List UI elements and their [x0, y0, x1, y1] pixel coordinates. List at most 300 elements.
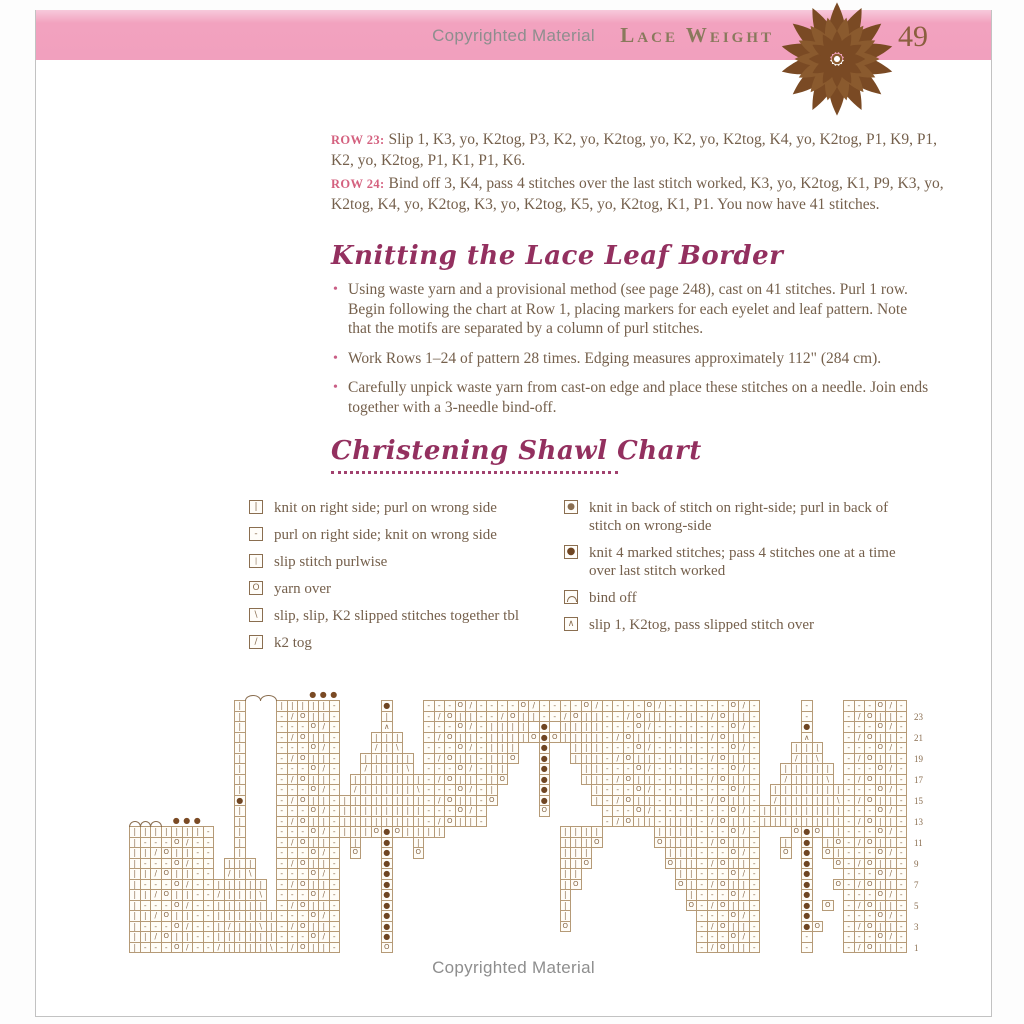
chart-cell: O: [875, 868, 887, 880]
chart-cell: |: [150, 826, 162, 838]
chart-cell: |: [129, 868, 141, 880]
bullet-item: • Carefully unpick waste yarn from cast-on edge and place these stitches on a needle. Join ends together with a 3-needle bind-off.: [333, 379, 929, 416]
legend-item-text: knit in back of stitch on right-side; purl in back of stitch on wrong-side: [589, 500, 889, 534]
chart-cell: ●: [381, 847, 393, 859]
chart-cell: /: [738, 784, 750, 796]
chart-cell: |: [738, 732, 750, 744]
chart-cell: ●: [234, 795, 246, 807]
row-number-label: ROW 24:: [331, 177, 385, 191]
chart-cell: /: [738, 931, 750, 943]
chart-cell: ∧: [381, 721, 393, 733]
chart-cell: |: [581, 826, 593, 838]
chart-cell: ●: [381, 900, 393, 912]
chart-cell: -: [161, 858, 173, 870]
chart-cell: |: [644, 753, 656, 765]
chart-cell: -: [707, 868, 719, 880]
chart-cell: O: [161, 847, 173, 859]
chart-cell: -: [843, 763, 855, 775]
chart-row-number: 21: [914, 732, 923, 743]
chart-cell: -: [423, 784, 435, 796]
chart-cell: -: [287, 742, 299, 754]
chart-cell: |: [885, 753, 897, 765]
chart-cell: O: [875, 826, 887, 838]
chart-cell: |: [129, 921, 141, 933]
chart-cell: |: [455, 795, 467, 807]
chart-cell: |: [581, 753, 593, 765]
chart-cell: |: [791, 742, 803, 754]
chart-cell: -: [686, 805, 698, 817]
chart-cell: |: [381, 784, 393, 796]
chart-cell: -: [434, 721, 446, 733]
chart-cell: |: [434, 826, 446, 838]
chart-cell: -: [329, 711, 341, 723]
chart-cell: /: [885, 847, 897, 859]
chart-cell: \: [245, 868, 257, 880]
chart-cell: -: [276, 795, 288, 807]
chart-cell: |: [129, 942, 141, 954]
legend-item-text: yarn over: [274, 581, 332, 597]
chart-cell: O: [875, 700, 887, 712]
chart-cell: /: [738, 868, 750, 880]
chart-cell: |: [486, 774, 498, 786]
chart-cell: -: [707, 763, 719, 775]
chart-cell: O: [455, 784, 467, 796]
chart-cell: -: [423, 732, 435, 744]
chart-cell: -: [675, 711, 687, 723]
chart-cell: -: [717, 763, 729, 775]
chart-cell: -: [854, 868, 866, 880]
chart-cell: -: [476, 711, 488, 723]
chart-row-number: 5: [914, 900, 919, 911]
chart-cell: -: [696, 858, 708, 870]
chart-cell: \: [402, 763, 414, 775]
chart-cell: |: [381, 763, 393, 775]
chart-cell: |: [833, 805, 845, 817]
chart-cell: -: [854, 721, 866, 733]
chart-cell: O: [444, 774, 456, 786]
chart-cell: |: [350, 774, 362, 786]
chart-cell: /: [182, 900, 194, 912]
chart-cell: -: [161, 900, 173, 912]
chart-cell: O: [308, 868, 320, 880]
chart-cell: -: [602, 721, 614, 733]
chart-cell: -: [276, 910, 288, 922]
chart-cell: -: [707, 826, 719, 838]
chart-cell: -: [329, 816, 341, 828]
chart-cell: |: [129, 900, 141, 912]
chart-cell: |: [591, 774, 603, 786]
chart-cell: |: [318, 858, 330, 870]
chart-cell: |: [318, 774, 330, 786]
chart-cell: O: [728, 805, 740, 817]
chart-cell: -: [675, 742, 687, 754]
chart-cell: -: [843, 900, 855, 912]
chart-cell: ●: [801, 847, 813, 859]
chart-cell: /: [287, 942, 299, 954]
chart-cell: -: [864, 868, 876, 880]
chart-cell: O: [654, 837, 666, 849]
chart-cell: -: [854, 700, 866, 712]
chart-cell: -: [612, 721, 624, 733]
chart-cell: /: [644, 721, 656, 733]
chart-cell: O: [864, 921, 876, 933]
chart-cell: |: [686, 868, 698, 880]
chart-cell: |: [266, 910, 278, 922]
chart-cell: -: [444, 784, 456, 796]
chart-cell: -: [749, 700, 761, 712]
chart-cell: O: [875, 805, 887, 817]
chart-cell: |: [728, 753, 740, 765]
chart-cell: |: [801, 763, 813, 775]
chart-cell: -: [864, 826, 876, 838]
stitch-symbol-icon: /: [249, 635, 263, 649]
chart-cell: -: [896, 784, 908, 796]
chart-cell: |: [266, 921, 278, 933]
chart-cell: O: [161, 910, 173, 922]
chart-cell: -: [612, 711, 624, 723]
chart-cell: \: [812, 753, 824, 765]
chart-cell: |: [780, 795, 792, 807]
chart-cell: |: [738, 816, 750, 828]
chart-cell: -: [623, 700, 635, 712]
chart-cell: |: [728, 732, 740, 744]
chart-cell: /: [318, 805, 330, 817]
chart-cell: -: [686, 742, 698, 754]
chart-cell: O: [864, 858, 876, 870]
chart-cell: O: [822, 900, 834, 912]
chart-cell: |: [402, 795, 414, 807]
chart-cell: |: [213, 879, 225, 891]
chart-cell: |: [686, 711, 698, 723]
chart-cell: -: [434, 805, 446, 817]
chart-cell: |: [780, 837, 792, 849]
chart-cell: -: [602, 711, 614, 723]
chart-cell: |: [875, 900, 887, 912]
bind-off-arc-icon: [245, 695, 262, 701]
chart-cell: |: [833, 816, 845, 828]
chart-cell: -: [476, 732, 488, 744]
chart-cell: ●: [381, 837, 393, 849]
chart-cell: -: [192, 847, 204, 859]
chart-cell: -: [423, 763, 435, 775]
header-copyright-text: Copyrighted Material: [432, 26, 595, 45]
chart-cell: |: [308, 711, 320, 723]
chart-cell: |: [129, 858, 141, 870]
chart-cell: O: [728, 763, 740, 775]
chart-cell: |: [486, 742, 498, 754]
chart-cell: \: [392, 742, 404, 754]
chart-cell: /: [738, 742, 750, 754]
chart-cell: |: [234, 816, 246, 828]
stitch-symbol-icon: |: [249, 500, 263, 514]
chart-cell: |: [413, 805, 425, 817]
chart-cell: |: [591, 742, 603, 754]
chart-cell: /: [434, 774, 446, 786]
chart-cell: |: [560, 868, 572, 880]
chart-cell: -: [549, 711, 561, 723]
chart-cell: /: [854, 774, 866, 786]
chart-cell: -: [602, 742, 614, 754]
stitch-symbol-icon: \: [249, 608, 263, 622]
chart-cell: |: [339, 805, 351, 817]
chart-cell: -: [686, 763, 698, 775]
chart-cell: |: [360, 784, 372, 796]
chart-cell: O: [728, 931, 740, 943]
chart-cell: -: [696, 900, 708, 912]
chart-cell: ●: [381, 858, 393, 870]
chart-cell: -: [140, 837, 152, 849]
chart-cell: |: [560, 721, 572, 733]
chart-cell: /: [287, 774, 299, 786]
chart-cell: |: [224, 931, 236, 943]
chart-cell: -: [896, 837, 908, 849]
chart-cell: |: [581, 774, 593, 786]
chart-cell: /: [318, 742, 330, 754]
chart-cell: -: [444, 700, 456, 712]
chart-cell: O: [308, 931, 320, 943]
chart-cell: O: [297, 795, 309, 807]
chart-cell: -: [434, 700, 446, 712]
chart-cell: |: [465, 795, 477, 807]
chart-cell: -: [864, 847, 876, 859]
chart-cell: -: [896, 826, 908, 838]
chart-row-number: 13: [914, 816, 923, 827]
chart-cell: |: [675, 858, 687, 870]
chart-cell: -: [843, 774, 855, 786]
chart-cell: -: [329, 837, 341, 849]
chart-cell: |: [791, 763, 803, 775]
chart-cell: O: [833, 879, 845, 891]
chart-cell: |: [350, 837, 362, 849]
chart-cell: O: [864, 942, 876, 954]
chart-cell: |: [339, 795, 351, 807]
chart-cell: -: [696, 711, 708, 723]
chart-cell: -: [297, 784, 309, 796]
chart-cell: |: [738, 753, 750, 765]
chart-cell: -: [276, 774, 288, 786]
chart-cell: -: [276, 879, 288, 891]
chart-cell: |: [381, 816, 393, 828]
chart-cell: O: [371, 826, 383, 838]
pattern-row: ROW 23: Slip 1, K3, yo, K2tog, P3, K2, yo, K2tog, yo, K2, yo, K2tog, K4, yo, K2tog, P1, K9, P1, K2, yo, K2tog, P1, K1, P1, K6.: [331, 131, 938, 169]
chart-cell: |: [791, 805, 803, 817]
chart-cell: /: [287, 732, 299, 744]
chart-cell: O: [633, 742, 645, 754]
chart-cell: /: [528, 700, 540, 712]
chart-cell: |: [455, 753, 467, 765]
chart-cell: -: [749, 742, 761, 754]
chart-cell: /: [318, 826, 330, 838]
chart-cell: -: [864, 931, 876, 943]
chart-cell: -: [717, 805, 729, 817]
chart-cell: -: [192, 837, 204, 849]
chart-cell: -: [329, 942, 341, 954]
chart-cell: -: [896, 753, 908, 765]
chart-cell: |: [224, 910, 236, 922]
chart-cell: |: [633, 753, 645, 765]
legend-item-text: slip 1, K2tog, pass slipped stitch over: [589, 617, 814, 633]
bullet-dot-icon: •: [333, 350, 338, 366]
chart-cell: -: [864, 742, 876, 754]
chart-cell: |: [402, 805, 414, 817]
chart-cell: \: [266, 942, 278, 954]
chart-cell: |: [245, 921, 257, 933]
legend-item: [249, 634, 554, 652]
chart-cell: |: [192, 826, 204, 838]
chart-cell: |: [875, 774, 887, 786]
chart-cell: |: [560, 900, 572, 912]
chart-cell: -: [192, 900, 204, 912]
chart-cell: /: [644, 742, 656, 754]
chart-cell: -: [675, 700, 687, 712]
chart-row-number: 17: [914, 774, 923, 785]
chart-cell: O: [570, 711, 582, 723]
chart-cell: /: [612, 732, 624, 744]
chart-cell: O: [297, 732, 309, 744]
chart-cell: -: [696, 795, 708, 807]
chart-cell: |: [308, 900, 320, 912]
chart-cell: -: [749, 763, 761, 775]
chart-cell: O: [875, 721, 887, 733]
chart-cell: |: [423, 826, 435, 838]
chart-cell: O: [728, 868, 740, 880]
chart-cell: /: [738, 805, 750, 817]
chart-cell: |: [234, 721, 246, 733]
chart-cell: O: [413, 847, 425, 859]
chart-cell: O: [171, 942, 183, 954]
chart-cell: -: [297, 868, 309, 880]
chart-cell: -: [654, 742, 666, 754]
chart-cell: /: [224, 921, 236, 933]
chart-cell: -: [843, 858, 855, 870]
chart-cell: |: [644, 774, 656, 786]
chart-cell: O: [864, 711, 876, 723]
chart-cell: |: [728, 711, 740, 723]
chart-cell: -: [801, 700, 813, 712]
chart-cell: /: [707, 711, 719, 723]
chart-cell: -: [864, 784, 876, 796]
chart-cell: -: [749, 900, 761, 912]
chart-cell: |: [182, 826, 194, 838]
stitch-symbol-icon: ∧: [564, 617, 578, 631]
chart-cell: /: [780, 774, 792, 786]
chart-cell: -: [297, 721, 309, 733]
chart-cell: |: [486, 732, 498, 744]
stitch-symbol-icon: O: [249, 581, 263, 595]
chart-cell: |: [234, 805, 246, 817]
chart-cell: -: [287, 889, 299, 901]
chart-cell: -: [696, 889, 708, 901]
chart-cell: |: [728, 795, 740, 807]
chart-cell: |: [518, 711, 530, 723]
stitch-symbol-icon: |: [249, 554, 263, 568]
chart-cell: -: [896, 774, 908, 786]
legend-right-column: [564, 499, 904, 643]
chart-cell: -: [276, 742, 288, 754]
chart-cell: O: [717, 753, 729, 765]
chart-cell: -: [423, 700, 435, 712]
chart-cell: O: [297, 879, 309, 891]
chart-cell: /: [612, 816, 624, 828]
chart-cell: O: [875, 847, 887, 859]
marked-stitch-dot-icon: ●: [183, 816, 191, 825]
chart-cell: |: [686, 889, 698, 901]
chart-cell: -: [329, 721, 341, 733]
footer-copyright-text: Copyrighted Material: [432, 958, 595, 977]
chart-row-number: 23: [914, 711, 923, 722]
chart-cell: /: [560, 711, 572, 723]
chart-cell: -: [854, 763, 866, 775]
chart-row-number: 19: [914, 753, 923, 764]
chart-cell: ●: [539, 774, 551, 786]
chart-cell: -: [203, 837, 215, 849]
chart-cell: |: [738, 795, 750, 807]
chart-cell: |: [140, 910, 152, 922]
chart-cell: O: [717, 816, 729, 828]
chart-cell: -: [696, 826, 708, 838]
chart-cell: |: [213, 910, 225, 922]
legend-item-text: slip stitch purlwise: [274, 554, 388, 570]
chart-cell: |: [140, 826, 152, 838]
chart-cell: |: [812, 742, 824, 754]
chart-cell: O: [455, 742, 467, 754]
chart-cell: O: [864, 900, 876, 912]
chart-cell: ∧: [801, 732, 813, 744]
chart-cell: -: [476, 774, 488, 786]
chart-cell: |: [875, 858, 887, 870]
chart-cell: |: [497, 721, 509, 733]
chart-cell: -: [717, 784, 729, 796]
chart-cell: -: [864, 910, 876, 922]
chart-cell: |: [591, 763, 603, 775]
chart-cell: /: [707, 921, 719, 933]
chart-cell: -: [423, 742, 435, 754]
chart-cell: -: [297, 931, 309, 943]
chart-cell: |: [665, 774, 677, 786]
chart-cell: |: [213, 921, 225, 933]
chart-cell: -: [602, 795, 614, 807]
chart-cell: |: [234, 847, 246, 859]
row-number-label: ROW 23:: [331, 133, 385, 147]
chart-cell: /: [738, 700, 750, 712]
chart-cell: -: [329, 742, 341, 754]
stitch-symbol-icon: ●: [564, 545, 578, 559]
chart-cell: O: [686, 900, 698, 912]
chart-cell: -: [749, 721, 761, 733]
chart-cell: -: [203, 868, 215, 880]
chart-cell: |: [591, 753, 603, 765]
chart-cell: |: [665, 753, 677, 765]
marked-stitch-dot-icon: ●: [193, 816, 201, 825]
chart-cell: -: [276, 889, 288, 901]
chart-cell: /: [465, 763, 477, 775]
chart-cell: |: [791, 774, 803, 786]
chart-cell: |: [413, 837, 425, 849]
chart-cell: |: [686, 816, 698, 828]
chart-cell: O: [717, 942, 729, 954]
chart-cell: /: [854, 753, 866, 765]
chart-cell: -: [476, 784, 488, 796]
chart-cell: -: [276, 858, 288, 870]
chart-cell: |: [308, 921, 320, 933]
chart-cell: |: [318, 942, 330, 954]
chart-cell: |: [486, 753, 498, 765]
chart-cell: -: [476, 805, 488, 817]
chart-cell: |: [234, 784, 246, 796]
chart-cell: |: [801, 774, 813, 786]
chart-cell: -: [843, 879, 855, 891]
chart-cell: -: [707, 931, 719, 943]
